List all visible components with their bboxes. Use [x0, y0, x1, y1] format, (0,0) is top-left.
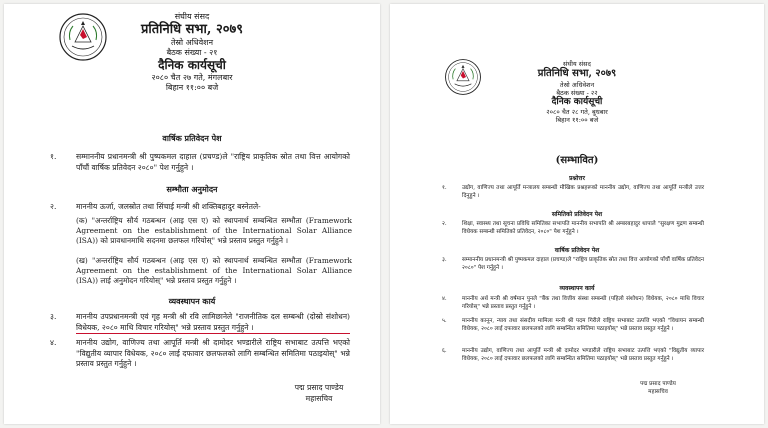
- item-text: माननीय उपप्रधानमन्त्री एवं गृह मन्त्री श्री रवि लामिछानेले "राजनीतिक दल सम्बन्धी (दोस्रो संशोधन) विधेयक, २०८० माथि विचार गरियोस्" भन्ने प्रस्ताव प्रस्तुत गर्नुहुने ।: [76, 312, 350, 334]
- section-title: व्यवस्थापन कार्य: [168, 296, 216, 306]
- item-number: ४.: [50, 338, 57, 347]
- signatory-name: पद्म प्रसाद पाण्डेय: [294, 383, 344, 392]
- agenda-title: दैनिक कार्यसूची: [551, 96, 603, 107]
- section-title: प्रश्नोत्तर: [569, 175, 585, 182]
- agenda-item: [442, 296, 704, 312]
- section-title: सम्भौता अनुमोदन: [166, 184, 218, 194]
- meeting-number: बैठक संख्या - २१: [166, 48, 218, 58]
- item-text: माननीय अर्थ मन्त्री श्री वर्षमान पुनले "बैंक तथा वित्तीय संस्था सम्बन्धी (पहिलो संशोधन) विधेयक, २०८० माथि विचार गरियोस्" भन्ने प्रस्ताव प्रस्तुत गर्नुहुने ।: [462, 296, 704, 310]
- agenda-time: बिहान ११:०० बजे: [165, 83, 219, 93]
- agenda-item: [442, 221, 704, 237]
- agenda-document-right: [390, 4, 764, 424]
- item-text: सम्माननीय प्रधानमन्त्री श्री पुष्पकमल दाहाल (प्रचण्ड)ले "राष्ट्रिय प्राकृतिक स्रोत तथा वित्त आयोगको पाँचौं वार्षिक प्रतिवेदन २०८०" पेश गर्नुहुने ।: [76, 152, 350, 172]
- agenda-item-highlighted: [50, 312, 350, 334]
- signatory-name: पद्म प्रसाद पाण्डेय: [640, 381, 676, 387]
- agenda-item: [442, 318, 704, 334]
- agenda-date: २०८० चैत २७ गते, मंगलबार: [151, 73, 233, 83]
- probable-label: (सम्भावित): [555, 155, 599, 166]
- sub-item: (ख) "अन्तर्राष्ट्रिय सौर्य गठबन्धन (आइ एस ए) को स्थापनार्थ सम्बन्धित सम्भौता (Framework Agreement on the establishment of the International Solar Alliance (ISA)) लाई अनुमोदन गरियोस्" भन्ने प्रस्ताव प्रस्तुत गर्नुहुने ।: [76, 256, 352, 286]
- item-text: सम्माननीय प्रधानमन्त्री श्री पुष्पकमल दाहाल (प्रचण्ड)ले "राष्ट्रिय प्राकृतिक स्रोत तथा वित्त आयोगको पाँचौं वार्षिक प्रतिवेदन २०८०" पेश गर्नुहुने ।: [462, 257, 704, 271]
- item-text: माननीय उद्योग, वाणिज्य तथा आपूर्ति मन्त्री श्री दामोदर भण्डारीले राष्ट्रिय सभाबाट उत्पत्ति भएको "विद्युतीय व्यापार विधेयक, २०८० लाई दफावार छलफलको लागि सम्बन्धित समितिमा पठाइयोस्" भन्ने प्रस्ताव प्रस्तुत गर्नुहुने ।: [76, 338, 350, 368]
- item-number: १.: [442, 185, 447, 191]
- section-title: वार्षिक प्रतिवेदन पेश: [162, 133, 222, 143]
- item-number: ३.: [50, 312, 57, 321]
- agenda-item: [50, 152, 350, 173]
- agenda-header: [390, 60, 764, 124]
- section-title: व्यवस्थापन कार्य: [559, 285, 595, 292]
- parliament-name: संघीय संसद: [174, 12, 210, 21]
- agenda-item: [442, 348, 704, 364]
- parliament-name: संघीय संसद: [563, 60, 591, 68]
- item-text: उद्योग, वाणिज्य तथा आपूर्ति मन्त्रालय सम्बन्धी मौखिक प्रश्नहरूको माननीय उद्योग, वाणिज्य तथा आपूर्ति मन्त्रीले उत्तर दिनुहुने ।: [462, 185, 704, 199]
- agenda-item: [442, 257, 704, 273]
- signature-block: [618, 380, 698, 396]
- item-text: माननीय कानून, न्याय तथा संसदीय मामिला मन्त्री श्री पदम गिरीले राष्ट्रिय सभाबाट उत्पत्ति भएको "विधायन सम्बन्धी विधेयक, २०८० लाई दफावार छलफलको लागि सम्बन्धित समितिमा पठाइयोस्" भन्ने प्रस्ताव प्रस्तुत गर्नुहुने ।: [462, 318, 704, 332]
- signature-block: [274, 382, 364, 404]
- session-number: तेस्रो अधिवेशन: [559, 80, 595, 89]
- item-number: ५.: [442, 318, 447, 324]
- house-name: प्रतिनिधि सभा, २०७९: [537, 68, 617, 80]
- agenda-document-left: [4, 4, 380, 424]
- signatory-title: महासचिव: [305, 394, 333, 403]
- item-text: शिक्षा, स्वास्थ्य तथा सूचना प्रविधि समितिका सभापति माननीय सभापति श्री अम्बरबहादुर थापाले "सुरक्षण मुद्रण सम्बन्धी विधेयक सम्बन्धी समितिको प्रतिवेदन, २०८०" पेश गर्नुहुने ।: [462, 221, 704, 235]
- agenda-item: [50, 338, 350, 370]
- section-title: समितिको प्रतिवेदन पेश: [551, 211, 603, 218]
- item-number: ६.: [442, 348, 447, 354]
- signatory-title: महासचिव: [648, 389, 668, 395]
- sub-item: (क) "अन्तर्राष्ट्रिय सौर्य गठबन्धन (आइ एस ए) को स्थापनार्थ सम्बन्धित सम्भौता (Framework Agreement on the establishment of the International Solar Alliance (ISA)) को प्रावधानमाथि सदनमा छलफल गरियोस्" भन्ने प्रस्ताव प्रस्तुत गर्नुहुने ।: [76, 216, 352, 246]
- item-text: माननीय उद्योग, वाणिज्य तथा आपूर्ति मन्त्री श्री दामोदर भण्डारीले राष्ट्रिय सभाबाट उत्पत्ति भएको "विद्युतीय व्यापार विधेयक, २०८० लाई दफावार छलफलको लागि सम्बन्धित समितिमा पठाइयोस्" भन्ने प्रस्ताव प्रस्तुत गर्नुहुने ।: [462, 348, 704, 362]
- agenda-date: २०८० चैत २८ गते, बुधबार: [546, 108, 608, 117]
- section-title: वार्षिक प्रतिवेदन पेश: [554, 247, 600, 254]
- item-number: २.: [442, 221, 447, 227]
- item-text: माननीय ऊर्जा, जलस्रोत तथा सिंचाई मन्त्री श्री शक्तिबहादुर बस्नेतले-: [76, 202, 261, 211]
- agenda-item: [50, 202, 350, 213]
- meeting-number: बैठक संख्या - २२: [556, 88, 598, 97]
- item-number: १.: [50, 152, 57, 161]
- agenda-time: बिहान ११:०० बजे: [555, 116, 599, 125]
- agenda-item: [442, 185, 704, 201]
- agenda-title: दैनिक कार्यसूची: [158, 58, 226, 73]
- session-number: तेस्रो अधिवेशन: [170, 38, 214, 48]
- item-number: २.: [50, 202, 57, 211]
- item-number: ४.: [442, 296, 447, 302]
- house-name: प्रतिनिधि सभा, २०७९: [140, 22, 244, 37]
- agenda-header: [4, 12, 380, 93]
- item-number: ३.: [442, 257, 447, 263]
